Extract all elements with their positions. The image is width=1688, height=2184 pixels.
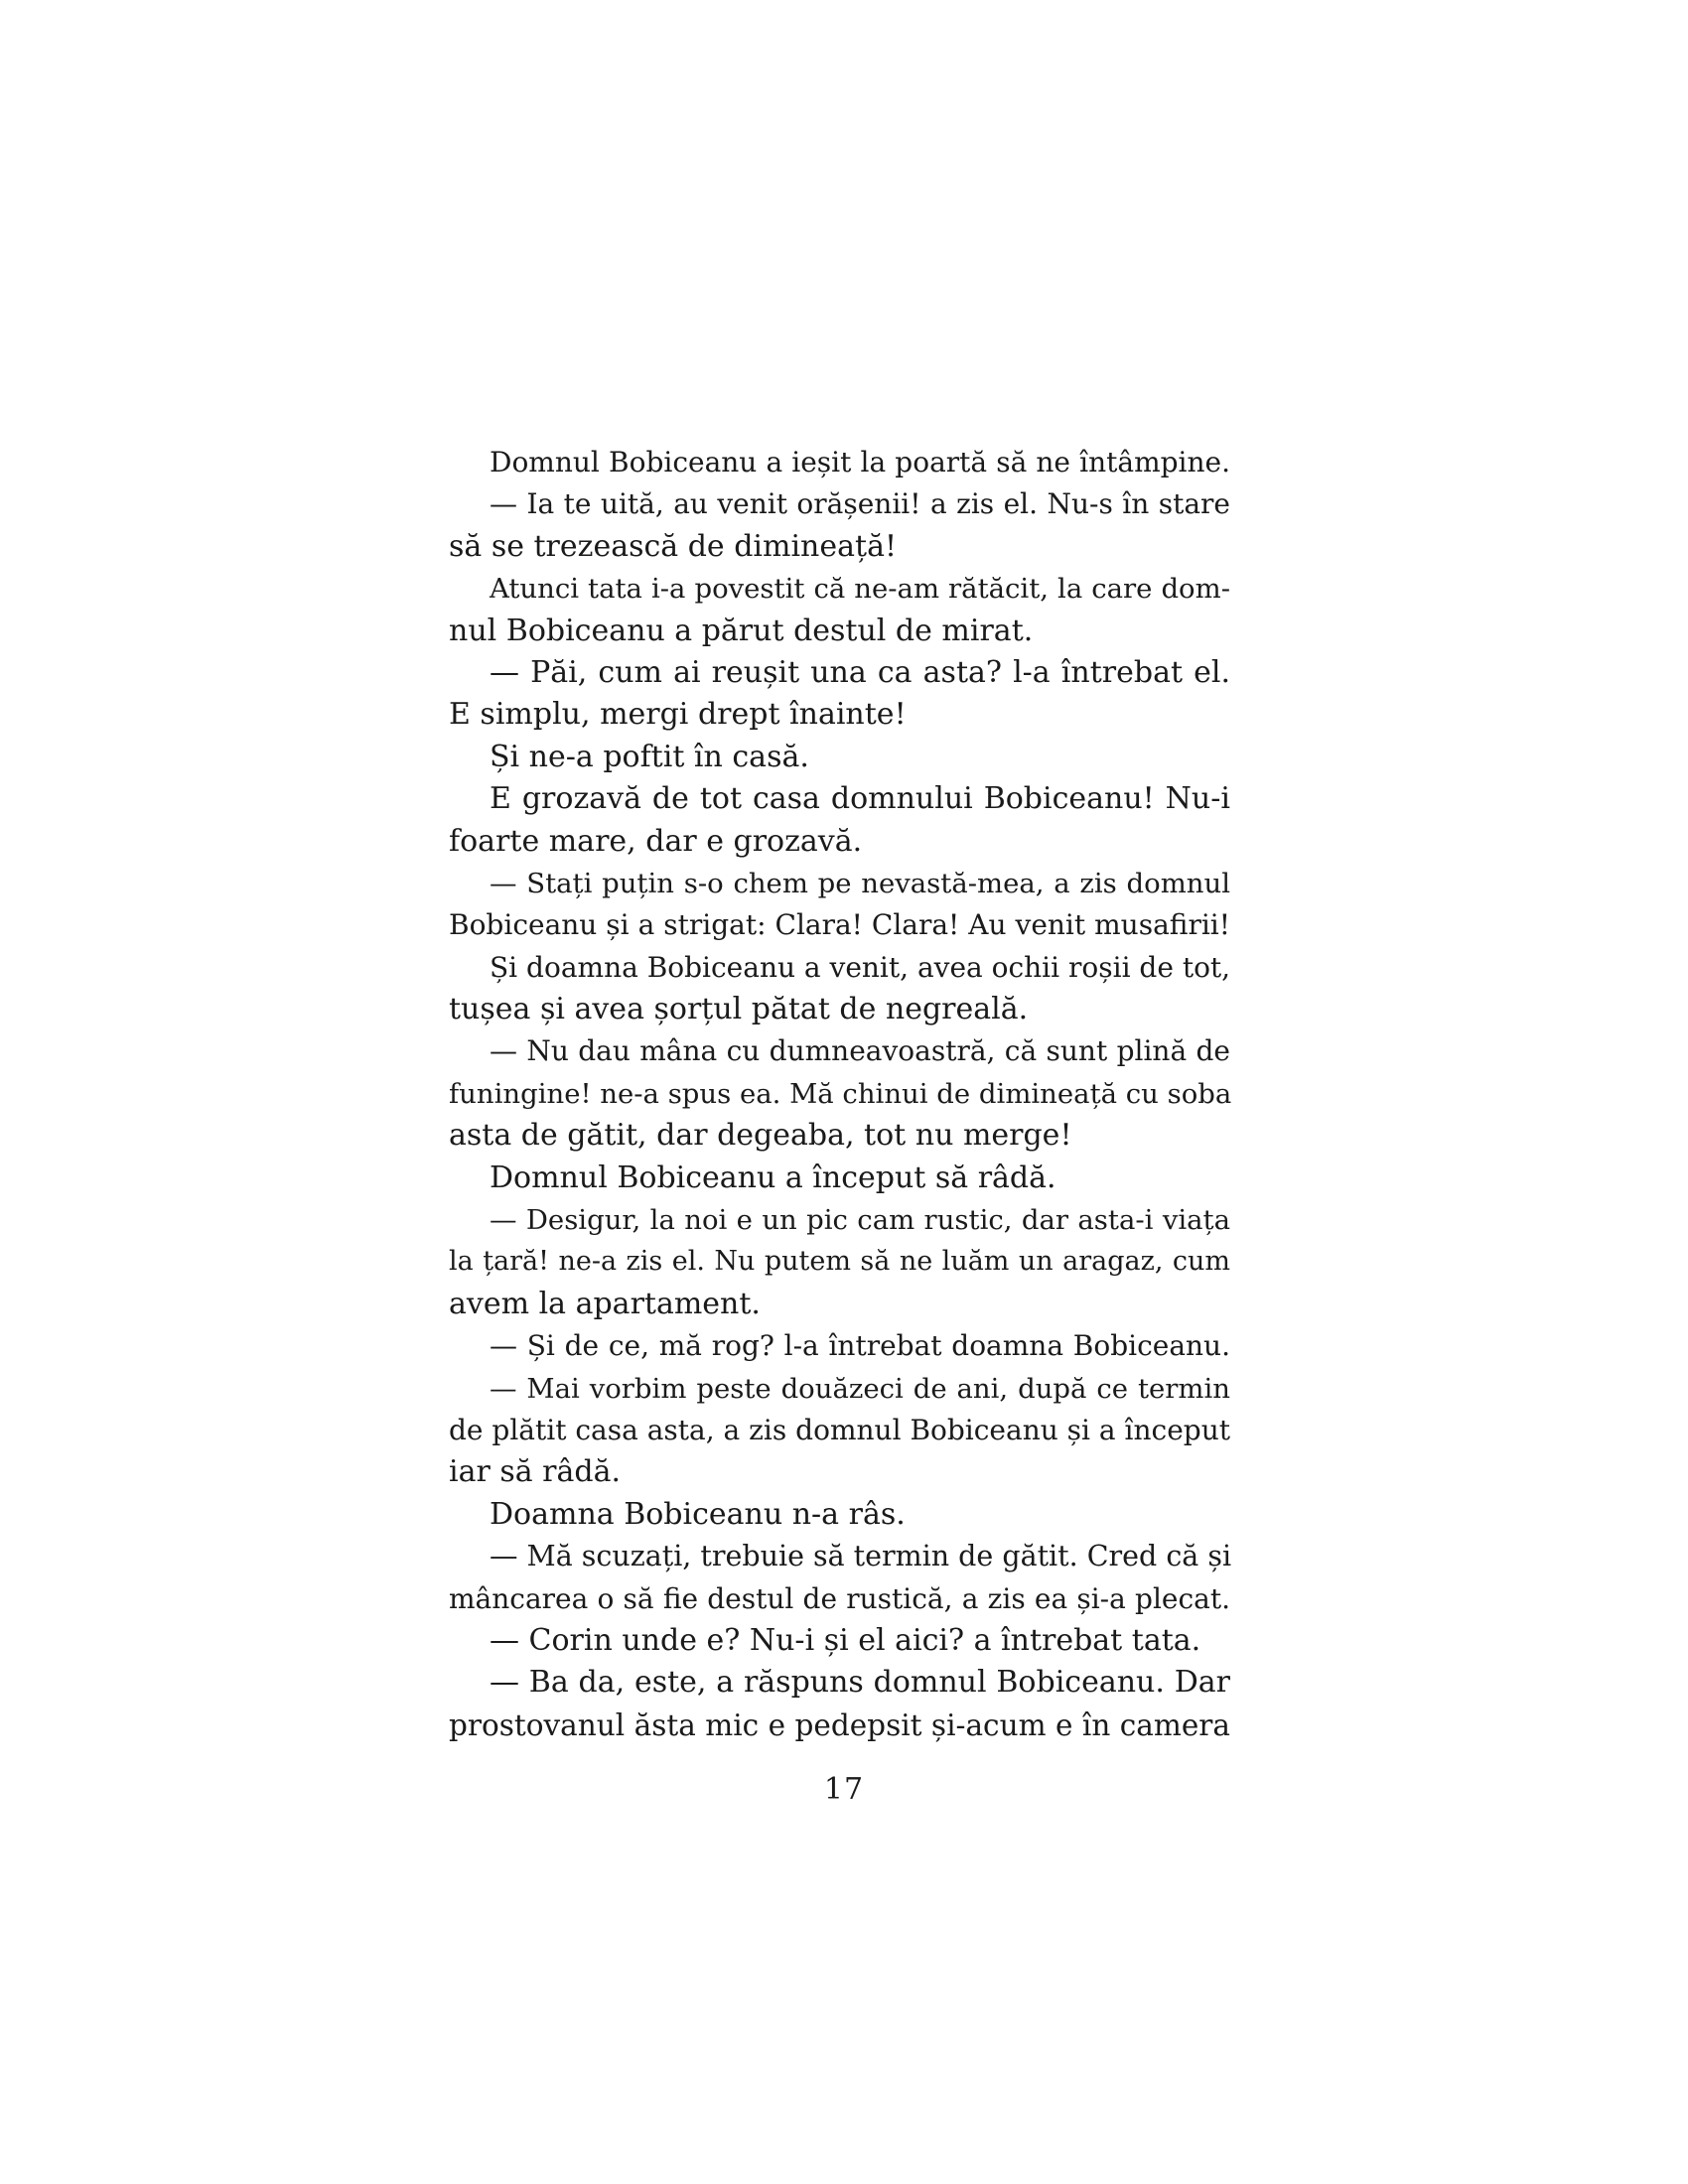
text-line: Domnul Bobiceanu a început să râdă.	[490, 1160, 1056, 1195]
text-line: asta de gătit, dar degeaba, tot nu merge!	[449, 1118, 1072, 1154]
text-line: de plătit casa asta, a zis domnul Bobiceanu și a început	[449, 1413, 1230, 1446]
text-line: — Păi, cum ai reușit una ca asta? l-a întrebat el.	[490, 654, 1230, 690]
text-line: — Și de ce, mă rog? l-a întrebat doamna Bobiceanu.	[490, 1329, 1230, 1363]
text-line: Și ne-a poftit în casă.	[490, 739, 809, 774]
text-line: — Desigur, la noi e un pic cam rustic, dar asta-i viața	[490, 1204, 1230, 1237]
text-line: E simplu, mergi drept înainte!	[449, 697, 907, 733]
text-line: — Ia te uită, au venit orășenii! a zis el. Nu-s în stare	[490, 487, 1230, 521]
text-line: să se trezească de dimineață!	[449, 528, 898, 564]
text-line: funingine! ne-a spus ea. Mă chinui de dimineață cu soba	[449, 1077, 1232, 1110]
text-line: Domnul Bobiceanu a ieșit la poartă să ne întâmpine.	[490, 446, 1230, 478]
text-line: — Mă scuzați, trebuie să termin de gătit. Cred că și	[490, 1540, 1232, 1573]
text-line: E grozavă de tot casa domnului Bobiceanu! Nu-i	[490, 781, 1230, 817]
text-line: tușea și avea șorțul pătat de negreală.	[449, 992, 1029, 1027]
text-line: prostovanul ăsta mic e pedepsit și-acum e în camera	[449, 1707, 1230, 1742]
body-text	[449, 442, 1230, 1746]
text-line: Atunci tata i-a povestit că ne-am rătăcit, la care dom-	[490, 573, 1230, 606]
text-line: — Corin unde e? Nu-i și el aici? a întrebat tata.	[490, 1622, 1201, 1658]
page-number: 17	[823, 1772, 865, 1807]
text-line: Și doamna Bobiceanu a venit, avea ochii roșii de tot,	[490, 950, 1231, 984]
text-line: — Nu dau mâna cu dumneavoastră, că sunt plină de	[490, 1034, 1230, 1068]
text-line: avem la apartament.	[449, 1286, 761, 1321]
text-line: la țară! ne-a zis el. Nu putem să ne luăm un aragaz, cum	[449, 1246, 1230, 1278]
text-line: Bobiceanu și a strigat: Clara! Clara! Au venit musafirii!	[449, 908, 1230, 942]
text-line: mâncarea o să fie destul de rustică, a zis ea și-a plecat.	[449, 1581, 1230, 1615]
text-line: Doamna Bobiceanu n-a râs.	[490, 1496, 906, 1532]
text-line: foarte mare, dar e grozavă.	[449, 823, 863, 859]
text-line: iar să râdă.	[449, 1454, 622, 1490]
text-line: nul Bobiceanu a părut destul de mirat.	[449, 613, 1034, 648]
text-line: — Mai vorbim peste douăzeci de ani, după ce termin	[490, 1372, 1230, 1405]
text-line: — Ba da, este, a răspuns domnul Bobiceanu. Dar	[490, 1665, 1230, 1701]
text-line: — Stați puțin s-o chem pe nevastă-mea, a zis domnul	[490, 867, 1230, 899]
